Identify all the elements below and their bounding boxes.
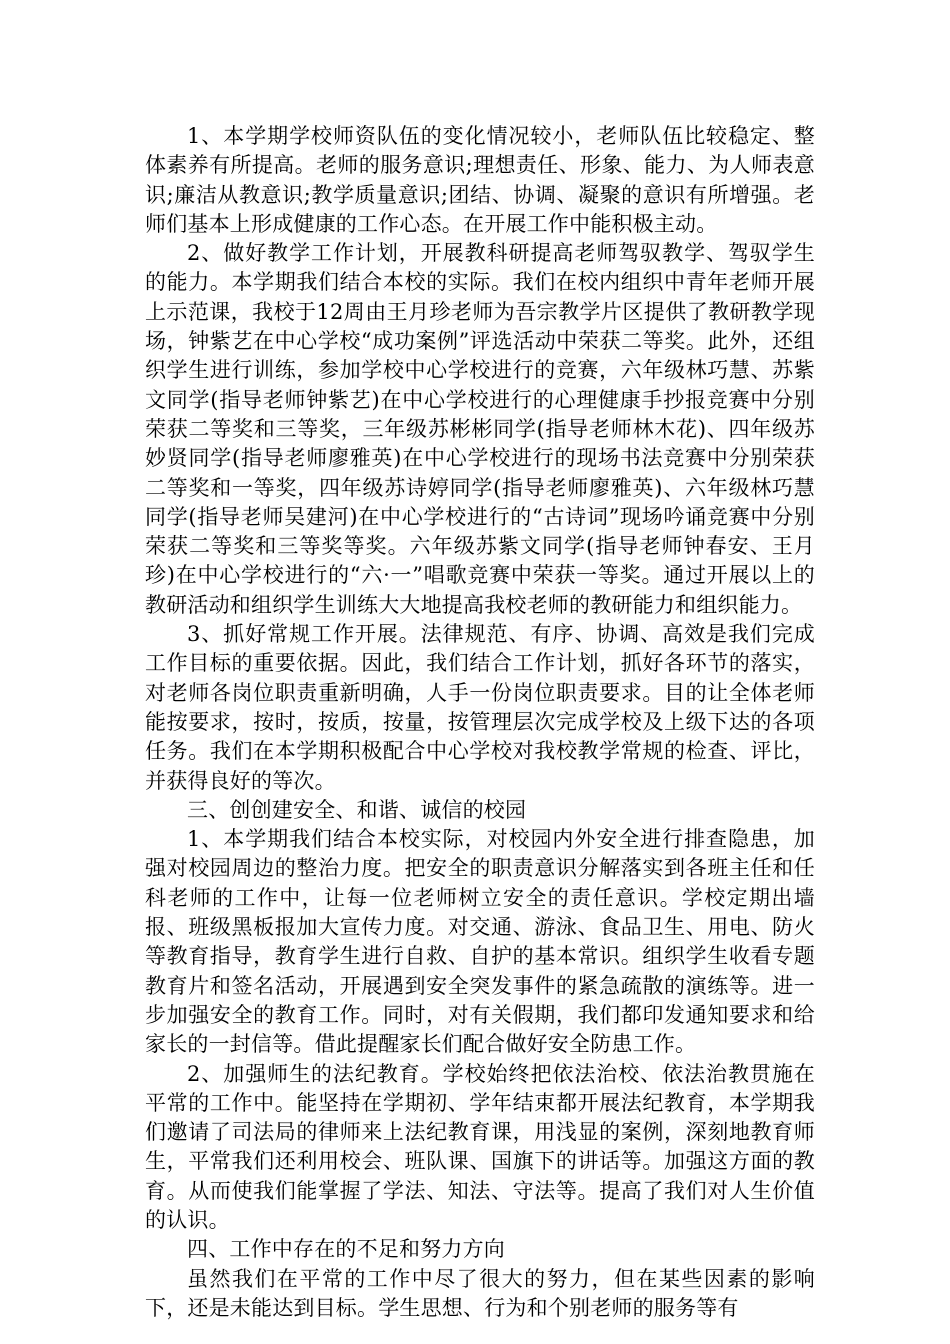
paragraph-routine-work: 3、抓好常规工作开展。法律规范、有序、协调、高效是我们完成工作目标的重要依据。因此，我们结合工作计划，抓好各环节的落实，对老师各岗位职责重新明确，人手一份岗位职责要求。目的让全体老师能按要求，按时，按质，按量，按管理层次完成学校及上级下达的各项任务。我们在本学期积极配合中心学校对我校教学常规的检查、评比，并获得良好的等次。 bbox=[145, 622, 815, 793]
paragraph-shortcomings: 虽然我们在平常的工作中尽了很大的努力，但在某些因素的影响下，还是未能达到目标。学生思想、行为和个别老师的服务等有 bbox=[145, 1266, 815, 1320]
paragraph-safety: 1、本学期我们结合本校实际，对校园内外安全进行排查隐患，加强对校园周边的整治力度。把安全的职责意识分解落实到各班主任和任科老师的工作中，让每一位老师树立安全的责任意识。学校定期出墙报、班级黑板报加大宣传力度。对交通、游泳、食品卫生、用电、防火等教育指导，教育学生进行自救、自护的基本常识。组织学生收看专题教育片和签名活动，开展遇到安全突发事件的紧急疏散的演练等。进一步加强安全的教育工作。同时，对有关假期，我们都印发通知要求和给家长的一封信等。借此提醒家长们配合做好安全防患工作。 bbox=[145, 827, 815, 1057]
section-heading-safe-campus: 三、创创建安全、和谐、诚信的校园 bbox=[187, 797, 527, 822]
paragraph-teacher-team: 1、本学期学校师资队伍的变化情况较小，老师队伍比较稳定、整体素养有所提高。老师的服务意识;理想责任、形象、能力、为人师表意识;廉洁从教意识;教学质量意识;团结、协调、凝聚的意识有所增强。老师们基本上形成健康的工作心态。在开展工作中能积极主动。 bbox=[145, 124, 815, 236]
paragraph-law-education: 2、加强师生的法纪教育。学校始终把依法治校、依法治教贯施在平常的工作中。能坚持在学期初、学年结束都开展法纪教育，本学期我们邀请了司法局的律师来上法纪教育课，用浅显的案例，深刻地教育师生，平常我们还利用校会、班队课、国旗下的讲话等。加强这方面的教育。从而使我们能掌握了学法、知法、守法等。提高了我们对人生价值的认识。 bbox=[145, 1061, 815, 1232]
document-body bbox=[145, 122, 815, 1323]
section-heading-shortcomings: 四、工作中存在的不足和努力方向 bbox=[187, 1237, 505, 1262]
paragraph-teaching-plan: 2、做好教学工作计划，开展教科研提高老师驾驭教学、驾驭学生的能力。本学期我们结合本校的实际。我们在校内组织中青年老师开展上示范课，我校于12周由王月珍老师为吾宗教学片区提供了教研教学现场，钟紫艺在中心学校“成功案例”评选活动中荣获二等奖。此外，还组织学生进行训练，参加学校中心学校进行的竞赛，六年级林巧慧、苏紫文同学(指导老师钟紫艺)在中心学校进行的心理健康手抄报竞赛中分别荣获二等奖和三等奖，三年级苏彬彬同学(指导老师林木花)、四年级苏妙贤同学(指导老师廖雅英)在中心学校进行的现场书法竞赛中分别荣获二等奖和一等奖，四年级苏诗婷同学(指导老师廖雅英)、六年级林巧慧同学(指导老师吴建河)在中心学校进行的“古诗词”现场吟诵竞赛中分别荣获二等奖和三等奖等奖。六年级苏紫文同学(指导老师钟春安、王月珍)在中心学校进行的“六·一”唱歌竞赛中荣获一等奖。通过开展以上的教研活动和组织学生训练大大地提高我校老师的教研能力和组织能力。 bbox=[145, 241, 815, 617]
